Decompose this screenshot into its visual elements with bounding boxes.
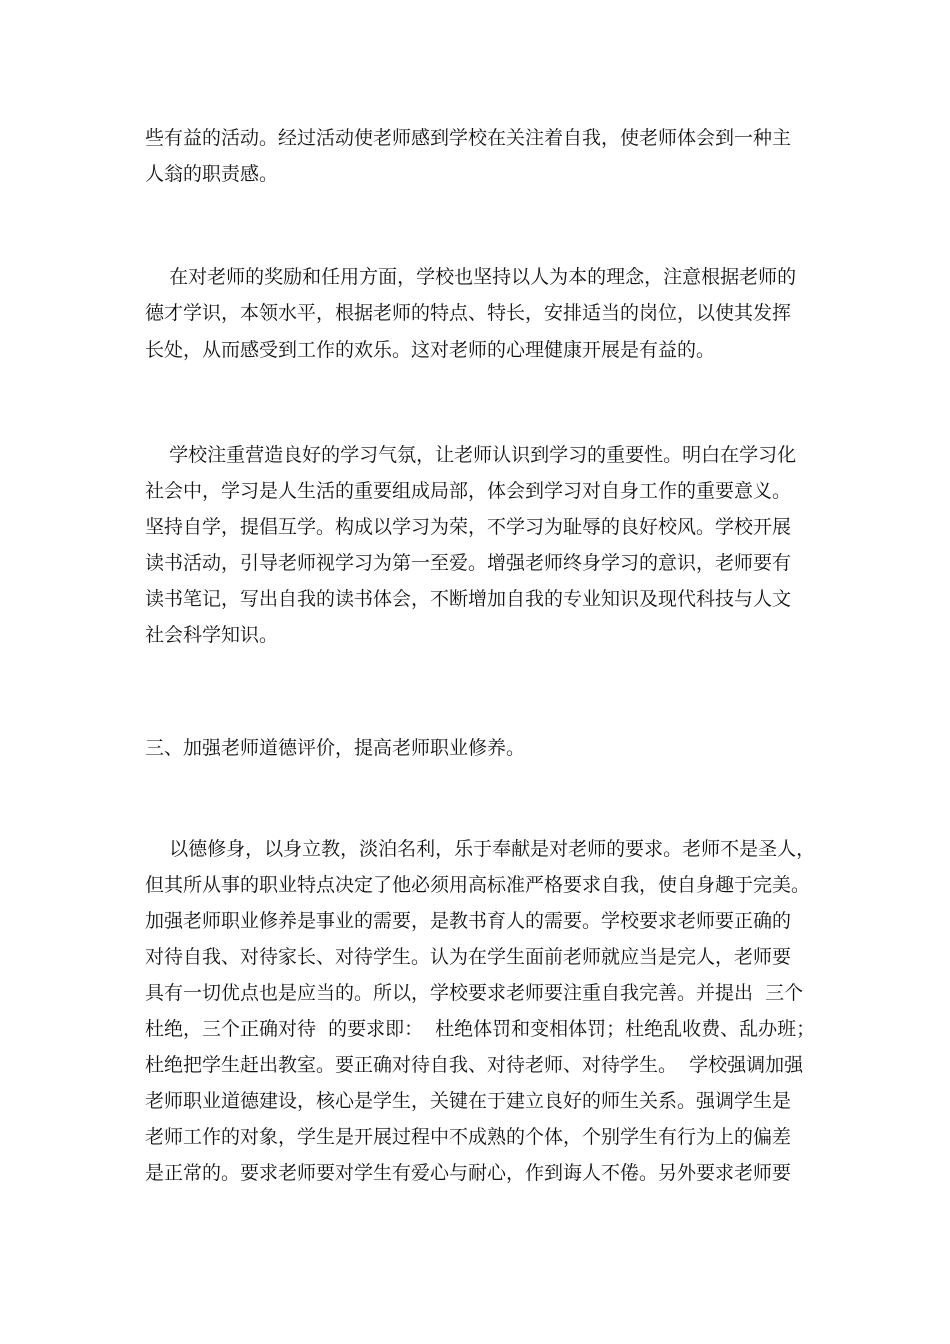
section-heading: 三、加强老师道德评价，提高老师职业修养。	[145, 737, 526, 759]
text-line: 以德修身，以身立教，淡泊名利，乐于奉献是对老师的要求。老师不是圣人，	[145, 838, 816, 860]
text-line: 但其所从事的职业特点决定了他必须用高标准严格要求自我，使自身趣于完美。	[145, 874, 811, 896]
text-line: 加强老师职业修养是事业的需要，是教书育人的需要。学校要求老师要正确的	[145, 910, 792, 932]
text-line: 学校注重营造良好的学习气氛，让老师认识到学习的重要性。明白在学习化	[145, 444, 797, 466]
text-line: 德才学识，本领水平，根据老师的特点、特长，安排适当的岗位，以使其发挥	[145, 302, 792, 324]
text-line: 长处，从而感受到工作的欢乐。这对老师的心理健康开展是有益的。	[145, 339, 716, 361]
text-line: 杜绝把学生赶出教室。要正确对待自我、对待老师、对待学生。 学校强调加强	[145, 1054, 804, 1076]
text-line: 社会科学知识。	[145, 624, 279, 646]
text-line: 老师职业道德建设，核心是学生，关键在于建立良好的师生关系。强调学生是	[145, 1090, 792, 1112]
text-line: 在对老师的奖励和任用方面，学校也坚持以人为本的理念，注意根据老师的	[145, 266, 797, 288]
text-line: 老师工作的对象，学生是开展过程中不成熟的个体，个别学生有行为上的偏差	[145, 1126, 792, 1148]
text-line: 是正常的。要求老师要对学生有爱心与耐心，作到诲人不倦。另外要求老师要	[145, 1162, 792, 1184]
text-line: 具有一切优点也是应当的。所以，学校要求老师要注重自我完善。并提出 三个	[145, 982, 804, 1004]
text-line: 坚持自学，提倡互学。构成以学习为荣，不学习为耻辱的良好校风。学校开展	[145, 516, 792, 538]
text-line: 些有益的活动。经过活动使老师感到学校在关注着自我，使老师体会到一种主	[145, 127, 792, 149]
text-line: 人翁的职责感。	[145, 163, 279, 185]
text-line: 杜绝，三个正确对待 的要求即： 杜绝体罚和变相体罚；杜绝乱收费、乱办班；	[145, 1018, 816, 1040]
text-line: 读书活动，引导老师视学习为第一至爱。增强老师终身学习的意识，老师要有	[145, 552, 792, 574]
text-line: 对待自我、对待家长、对待学生。认为在学生面前老师就应当是完人，老师要	[145, 946, 792, 968]
text-line: 读书笔记，写出自我的读书体会，不断增加自我的专业知识及现代科技与人文	[145, 588, 792, 610]
text-line: 社会中，学习是人生活的重要组成局部，体会到学习对自身工作的重要意义。	[145, 480, 792, 502]
